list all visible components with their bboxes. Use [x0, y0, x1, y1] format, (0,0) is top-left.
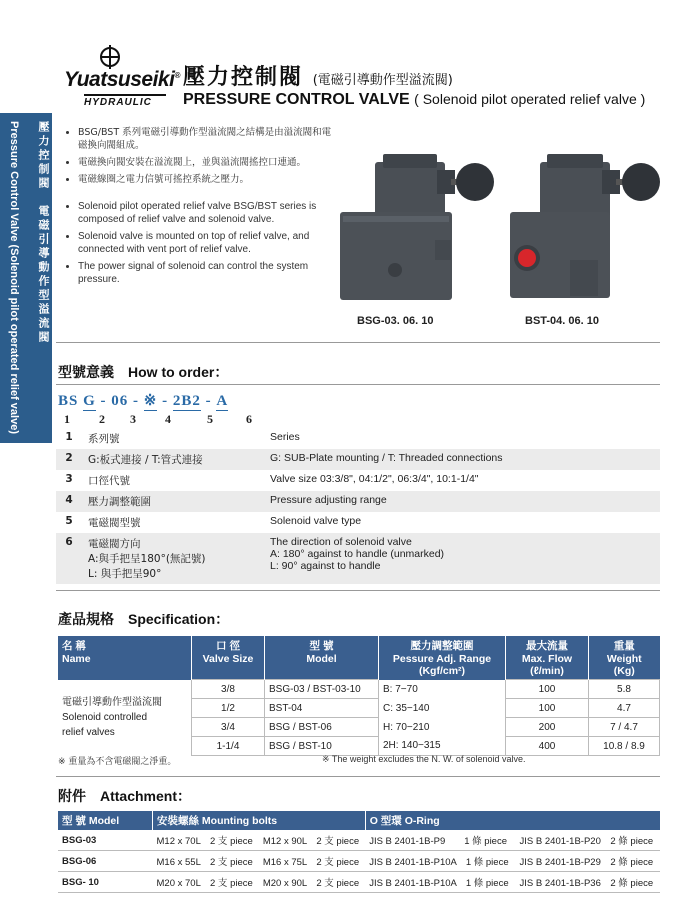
table-row: BSG-03 M12 x 70L 2 支 piece M12 x 90L 2 支 piece JIS B 2401-1B-P9 1 條 piece JIS B 2401-1B-P20 2 條 piece	[58, 830, 660, 851]
photo-caption-bsg: BSG-03. 06. 10	[357, 315, 434, 327]
code-num-2: 2	[99, 412, 105, 426]
code-num-6: 6	[246, 412, 252, 426]
table-row: 電磁引導動作型溢流閥 Solenoid controlled relief valves 3/8 BSG-03 / BST-03-10 B: 7−70 100 5.8	[58, 680, 660, 699]
divider	[56, 384, 660, 385]
product-photo-bst	[505, 150, 680, 314]
title-en: PRESSURE CONTROL VALVE ( Solenoid pilot operated relief valve )	[183, 91, 646, 108]
divider	[56, 590, 660, 591]
attach-title: 附件 Attachment：	[58, 788, 192, 805]
side-tab	[0, 113, 52, 443]
order-title: 型號意義 How to order：	[58, 364, 229, 381]
order-table	[56, 428, 660, 584]
bullet-en-1: • Solenoid pilot operated relief valve BSG/BST series is composed of relief valve and solenoid valve.	[78, 200, 334, 226]
code-num-5: 5	[207, 412, 213, 426]
spec-header: 名 稱 Name 口 徑 Valve Size 型 號 Model 壓力調整範圍 Pessure Adj. Range (Kgf/cm²) 最大流量 Max. Flow (ℓ/min) 重量 Weight (Kg)	[58, 636, 660, 680]
table-row: 3/4 BSG / BST-06 H: 70−210 200 7 / 4.7	[58, 718, 660, 737]
bullet-en-3: • The power signal of solenoid can control the system pressure.	[78, 260, 334, 286]
table-row: 1/2 BST-04 C: 35−140 100 4.7	[58, 699, 660, 718]
table-row: 5 電磁閥型號 Solenoid valve type	[65, 515, 362, 529]
attach-table	[58, 811, 660, 893]
bullet-cn-1: • BSG/BST 系列電磁引導動作型溢流閥之結構是由溢流閥和電磁換向閥組成。	[78, 126, 334, 152]
divider	[56, 776, 660, 777]
feature-list	[64, 126, 334, 294]
spec-note-en: ※ The weight excludes the N. W. of solenoid valve.	[322, 754, 526, 764]
divider	[56, 342, 660, 343]
table-row: 4 壓力調整範圍 Pressure adjusting range	[56, 491, 660, 512]
product-photo-bsg	[335, 150, 505, 314]
spec-table	[58, 636, 660, 756]
order-code: BS G - 06 - ※ - 2B2 - A	[58, 393, 229, 409]
side-tab-en: Pressure Control Valve (Solenoid pilot operated relief valve)	[8, 121, 20, 434]
code-num-4: 4	[165, 412, 171, 426]
side-tab-cn: 壓力控制閥 電磁引導動作型溢流閥	[37, 121, 50, 345]
brand-subtitle: HYDRAULIC	[84, 94, 166, 108]
table-row: 3 口徑代號 Valve size 03:3/8", 04:1/2", 06:3/4", 10:1-1/4"	[65, 473, 479, 487]
table-row: BSG-06 M16 x 55L 2 支 piece M16 x 75L 2 支 piece JIS B 2401-1B-P10A 1 條 piece JIS B 2401-1B-P29 2 條 piece	[58, 851, 660, 872]
title-cn: 壓力控制閥 (電磁引導動作型溢流閥)	[183, 65, 453, 90]
spec-title: 產品規格 Specification：	[58, 611, 230, 628]
bullet-cn-3: • 電磁線圈之電力信號可搖控系統之壓力。	[78, 173, 334, 186]
code-num-1: 1	[64, 412, 70, 426]
code-num-3: 3	[130, 412, 136, 426]
table-row: BSG- 10 M20 x 70L 2 支 piece M20 x 90L 2 支 piece JIS B 2401-1B-P10A 1 條 piece JIS B 2401-1B-P36 2 條 piece	[58, 872, 660, 893]
table-row: 2 G:板式連接 / T:管式連接 G: SUB-Plate mounting / T: Threaded connections	[56, 449, 660, 470]
table-row: 1-1/4 BSG / BST-10 2H: 140−315 400 10.8 / 8.9	[58, 737, 660, 756]
table-row: 1 系列號 Series	[65, 431, 300, 445]
brand-logo: Yuatsuseiki®	[64, 68, 180, 91]
bullet-cn-2: • 電磁換向閥安裝在溢流閥上，並與溢流閥搖控口連通。	[78, 156, 334, 169]
bullet-en-2: • Solenoid valve is mounted on top of relief valve, and connected with vent port of relief valve.	[78, 230, 334, 256]
photo-caption-bst: BST-04. 06. 10	[525, 315, 599, 327]
spec-note-cn: ※ 重量為不含電磁閥之淨重。	[58, 757, 177, 767]
attach-header: 型 號 Model 安裝螺絲 Mounting bolts O 型環 O-Ring	[58, 811, 660, 830]
table-row: 6 電磁閥方向 A:與手把呈180°(無記號) L: 與手把呈90° The direction of solenoid valve A: 180° against to handle (unmarked) L: 90° against to handle	[56, 533, 660, 584]
